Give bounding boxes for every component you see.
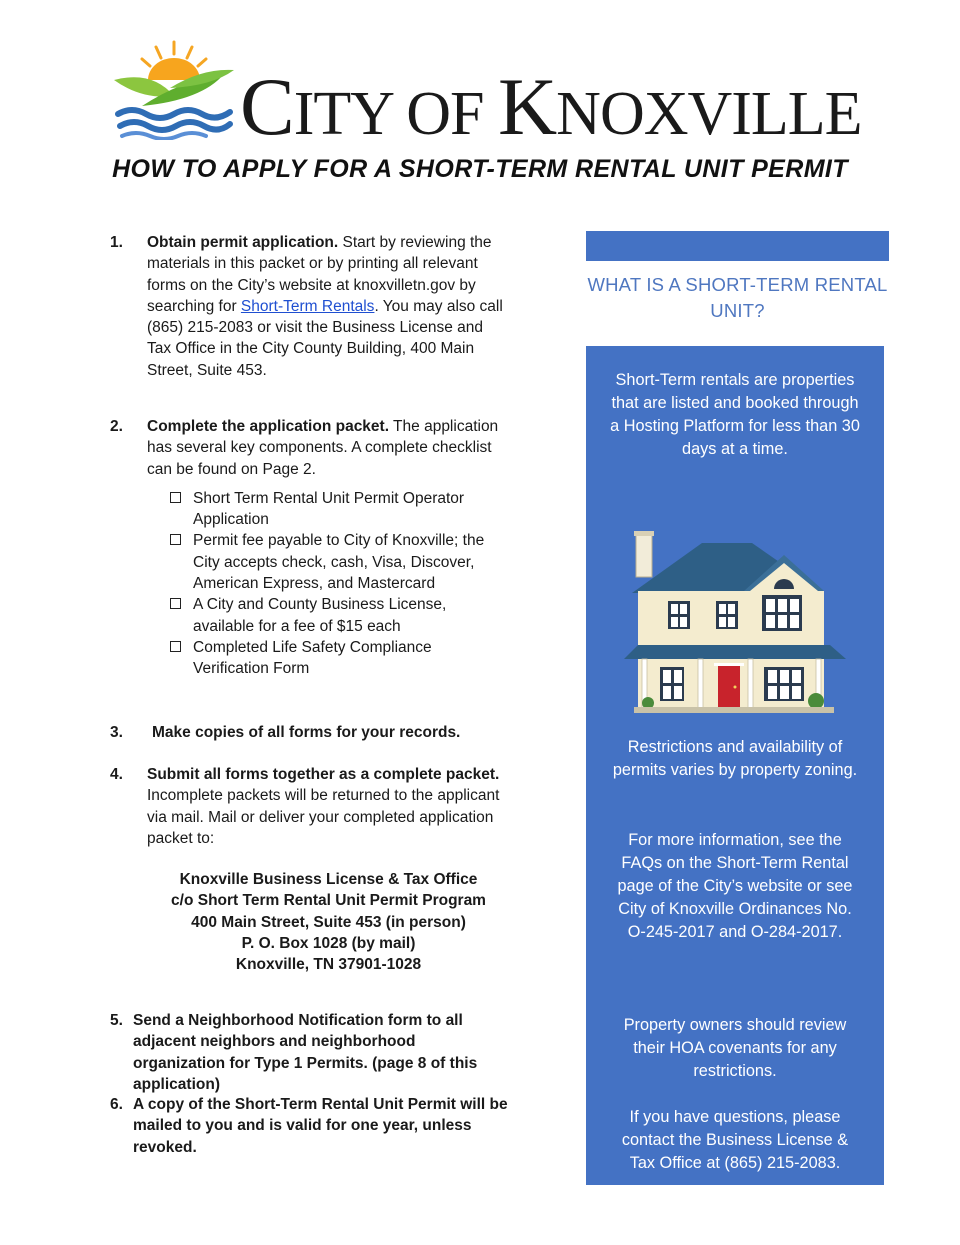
step-number: 6.: [110, 1096, 123, 1113]
sidebar-paragraph: For more information, see the FAQs on the Short-Term Rental page of the City’s website or see City of Knoxville Ordinances No. O-245-2017 and O-284-2017.: [617, 831, 853, 941]
house-illustration-icon: [624, 529, 846, 714]
short-term-rentals-link[interactable]: Short-Term Rentals: [240, 297, 375, 315]
sidebar-header-bar: [586, 231, 889, 261]
sidebar-paragraph: If you have questions, please contact the Business License & Tax Office at (865) 215-2083.: [621, 1108, 849, 1172]
mailing-address: Knoxville Business License & Tax Office c/o Short Term Rental Unit Permit Program 400 Main Street, Suite 453 (in person) P. O. Box 1028 (by mail) Knoxville, TN 37901-1028: [171, 871, 486, 974]
sidebar-heading: WHAT IS A SHORT-TERM RENTAL UNIT?: [587, 274, 888, 321]
checkbox-icon[interactable]: [170, 534, 181, 545]
city-logo: [112, 40, 872, 150]
requirements-checklist: [147, 488, 510, 680]
step-number: 1.: [110, 234, 123, 251]
checklist-item: Permit fee payable to City of Knoxville; the City accepts check, cash, Visa, Discover, American Express, and Mastercard: [170, 530, 510, 594]
city-name-wordmark: CITY OF KNOXVILLE: [240, 61, 862, 152]
sidebar-paragraph: Restrictions and availability of permits varies by property zoning.: [612, 738, 858, 779]
step-number: 5.: [110, 1012, 123, 1029]
checkbox-icon[interactable]: [170, 598, 181, 609]
step-3: [110, 722, 510, 743]
step-lead: Make copies of all forms for your records.: [152, 724, 461, 741]
step-text: Start by reviewing the materials in this packet or by printing all relevant forms on the City’s website at knoxvilletn.gov by searching for: [147, 234, 492, 315]
step-4: [110, 764, 510, 976]
city-logo-icon: [112, 40, 237, 140]
step-6: [110, 1094, 510, 1158]
checklist-item: Short Term Rental Unit Permit Operator Application: [170, 488, 510, 531]
page-title: HOW TO APPLY FOR A SHORT-TERM RENTAL UNIT PERMIT: [112, 155, 848, 183]
step-lead: Complete the application packet.: [147, 418, 390, 435]
checklist-item: Completed Life Safety Compliance Verification Form: [170, 637, 510, 680]
sidebar-paragraph: Property owners should review their HOA covenants for any restrictions.: [623, 1016, 847, 1080]
step-lead: Obtain permit application.: [147, 234, 339, 251]
step-number: 4.: [110, 766, 123, 783]
step-lead: Submit all forms together as a complete packet.: [147, 766, 500, 783]
checklist-item: A City and County Business License, available for a fee of $15 each: [170, 594, 510, 637]
step-text: . You may also call (865) 215-2083 or visit the Business License and Tax Office in the City County Building, 400 Main Street, Suite 453.: [147, 297, 503, 379]
step-text: The application has several key components. A complete checklist can be found on Page 2.: [147, 418, 499, 478]
sidebar-info-panel: [586, 346, 884, 1185]
checkbox-icon[interactable]: [170, 641, 181, 652]
step-lead: A copy of the Short-Term Rental Unit Permit will be mailed to you and is valid for one year, unless revoked.: [133, 1096, 508, 1156]
step-lead: Send a Neighborhood Notification form to all adjacent neighbors and neighborhood organization for Type 1 Permits. (page 8 of this application): [133, 1012, 478, 1093]
step-number: 2.: [110, 418, 123, 435]
step-2: [110, 416, 510, 680]
checkbox-icon[interactable]: [170, 492, 181, 503]
sidebar-paragraph: Short-Term rentals are properties that are listed and booked through a Hosting Platform for less than 30 days at a time.: [610, 371, 860, 458]
step-1: [110, 232, 510, 381]
step-number: 3.: [110, 724, 123, 741]
step-5: [110, 1010, 510, 1095]
step-text: Incomplete packets will be returned to the applicant via mail. Mail or deliver your completed application packet to:: [147, 787, 500, 847]
